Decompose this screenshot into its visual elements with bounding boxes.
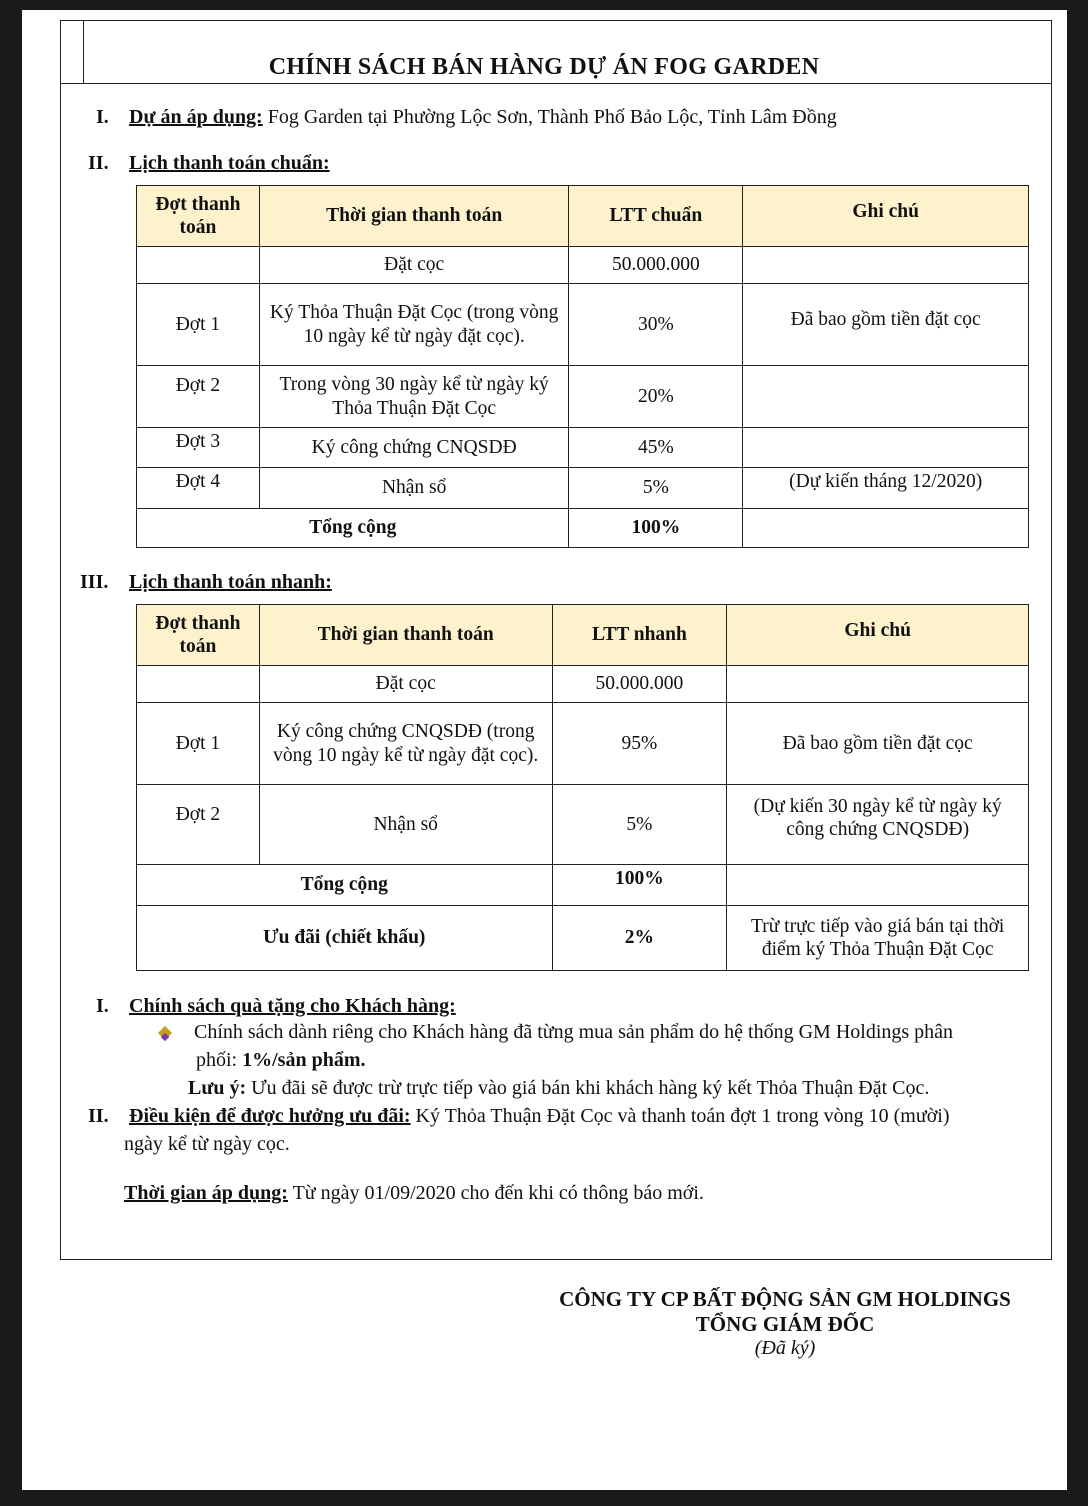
table-cell: Ký Thỏa Thuận Đặt Cọc (trong vòng 10 ngày kể từ ngày đặt cọc).: [259, 284, 569, 366]
apply-text: Từ ngày 01/09/2020 cho đến khi có thông báo mới.: [287, 1182, 704, 1204]
table-cell: [743, 247, 1029, 284]
table-cell: [727, 865, 1029, 906]
table-cell: [137, 666, 260, 703]
table-cell: Đợt 1: [137, 284, 260, 366]
section-number: II.: [88, 1105, 109, 1127]
table-cell: Đặt cọc: [259, 247, 569, 284]
table-row: [137, 366, 1029, 428]
table-total-row: [137, 509, 1029, 548]
section-number: I.: [96, 995, 109, 1017]
standard-schedule-table: [136, 185, 1029, 548]
section-label: Dự án áp dụng:: [129, 106, 263, 128]
gift-rate: 1%/sản phẩm.: [242, 1049, 366, 1071]
table-cell: Nhận sổ: [259, 468, 569, 509]
gift-bullet: [158, 1021, 953, 1044]
table-cell: 50.000.000: [569, 247, 743, 284]
header-cell: LTT chuẩn: [569, 186, 743, 247]
table-cell: 45%: [569, 428, 743, 468]
section-standard-schedule: [88, 152, 330, 175]
table-cell: 20%: [569, 366, 743, 428]
table-cell: [727, 666, 1029, 703]
section-label: Chính sách quà tặng cho Khách hàng:: [129, 995, 456, 1017]
header-cell: Thời gian thanh toán: [259, 186, 569, 247]
note-label: Lưu ý:: [188, 1077, 247, 1099]
table-cell: Đợt 2: [137, 366, 260, 428]
total-value: 100%: [569, 509, 743, 548]
table-cell: [743, 509, 1029, 548]
header-cell: LTT nhanh: [552, 605, 727, 666]
table-cell: Đã bao gồm tiền đặt cọc: [727, 703, 1029, 785]
table-cell: 5%: [569, 468, 743, 509]
section-project: [96, 106, 837, 129]
table-cell: 5%: [552, 785, 727, 865]
header-cell: Đợt thanh toán: [137, 186, 260, 247]
table-cell: (Dự kiến tháng 12/2020): [743, 468, 1029, 509]
table-cell: 95%: [552, 703, 727, 785]
signed-status: (Đã ký): [754, 1337, 816, 1359]
section-gift-policy: [96, 995, 456, 1018]
section-fast-schedule: [80, 571, 332, 594]
total-label: Tổng cộng: [137, 865, 553, 906]
apply-period: [124, 1182, 704, 1205]
table-cell: Nhận sổ: [259, 785, 552, 865]
gift-bullet-text: Chính sách dành riêng cho Khách hàng đã từng mua sản phẩm do hệ thống GM Holdings phân: [194, 1021, 954, 1043]
company-name: CÔNG TY CP BẤT ĐỘNG SẢN GM HOLDINGS: [559, 1287, 1011, 1311]
table-cell: 30%: [569, 284, 743, 366]
header-cell: Đợt thanh toán: [137, 605, 260, 666]
table-cell: Đợt 3: [137, 428, 260, 468]
bullet-icon: [158, 1024, 172, 1038]
page-title: CHÍNH SÁCH BÁN HÀNG DỰ ÁN FOG GARDEN: [268, 54, 820, 80]
section-number: I.: [96, 106, 109, 128]
section-label: Điều kiện để được hưởng ưu đãi:: [129, 1105, 411, 1127]
section-number: III.: [80, 571, 109, 593]
fast-schedule-table: [136, 604, 1029, 971]
table-row: [137, 284, 1029, 366]
discount-note: Trừ trực tiếp vào giá bán tại thời điểm ký Thỏa Thuận Đặt Cọc: [727, 906, 1029, 971]
section-label: Lịch thanh toán chuẩn:: [129, 152, 330, 174]
gift-bullet-continued: [196, 1049, 366, 1072]
total-value: 100%: [552, 865, 727, 906]
discount-label: Ưu đãi (chiết khấu): [137, 906, 553, 971]
table-total-row: [137, 865, 1029, 906]
table-cell: Đã bao gồm tiền đặt cọc: [743, 284, 1029, 366]
table-cell: 50.000.000: [552, 666, 727, 703]
table-row: [137, 428, 1029, 468]
discount-value: 2%: [552, 906, 727, 971]
table-cell: [743, 366, 1029, 428]
table-cell: Ký công chứng CNQSDĐ: [259, 428, 569, 468]
table-header-row: [137, 186, 1029, 247]
section-conditions: [88, 1105, 950, 1128]
apply-label: Thời gian áp dụng:: [124, 1182, 288, 1204]
table-cell: Đợt 2: [137, 785, 260, 865]
header-cell: Ghi chú: [743, 186, 1029, 247]
table-row: [137, 468, 1029, 509]
table-row: [137, 785, 1029, 865]
section-label: Lịch thanh toán nhanh:: [129, 571, 332, 593]
table-cell: Đặt cọc: [259, 666, 552, 703]
condition-text-continued: ngày kể từ ngày cọc.: [124, 1133, 290, 1155]
gift-prefix: phối:: [196, 1049, 243, 1071]
header-cell: Thời gian thanh toán: [259, 605, 552, 666]
table-cell: [137, 247, 260, 284]
table-discount-row: [137, 906, 1029, 971]
header-cell: Ghi chú: [727, 605, 1029, 666]
table-cell: Đợt 4: [137, 468, 260, 509]
table-header-row: [137, 605, 1029, 666]
table-row: [137, 703, 1029, 785]
table-cell: (Dự kiến 30 ngày kể từ ngày ký công chứng CNQSDĐ): [727, 785, 1029, 865]
note-text: Ưu đãi sẽ được trừ trực tiếp vào giá bán khi khách hàng ký kết Thỏa Thuận Đặt Cọc.: [246, 1077, 930, 1099]
condition-text: Ký Thỏa Thuận Đặt Cọc và thanh toán đợt 1 trong vòng 10 (mười): [410, 1105, 950, 1127]
section-number: II.: [88, 152, 109, 174]
table-cell: Đợt 1: [137, 703, 260, 785]
table-cell: Ký công chứng CNQSDĐ (trong vòng 10 ngày kể từ ngày đặt cọc).: [259, 703, 552, 785]
section-text: Fog Garden tại Phường Lộc Sơn, Thành Phố Bảo Lộc, Tỉnh Lâm Đồng: [262, 106, 837, 128]
table-cell: [743, 428, 1029, 468]
gift-note: [188, 1077, 929, 1100]
table-row: [137, 666, 1029, 703]
table-cell: Trong vòng 30 ngày kể từ ngày ký Thỏa Thuận Đặt Cọc: [259, 366, 569, 428]
signer-position: TỔNG GIÁM ĐỐC: [695, 1312, 875, 1336]
total-label: Tổng cộng: [137, 509, 569, 548]
table-row: [137, 247, 1029, 284]
